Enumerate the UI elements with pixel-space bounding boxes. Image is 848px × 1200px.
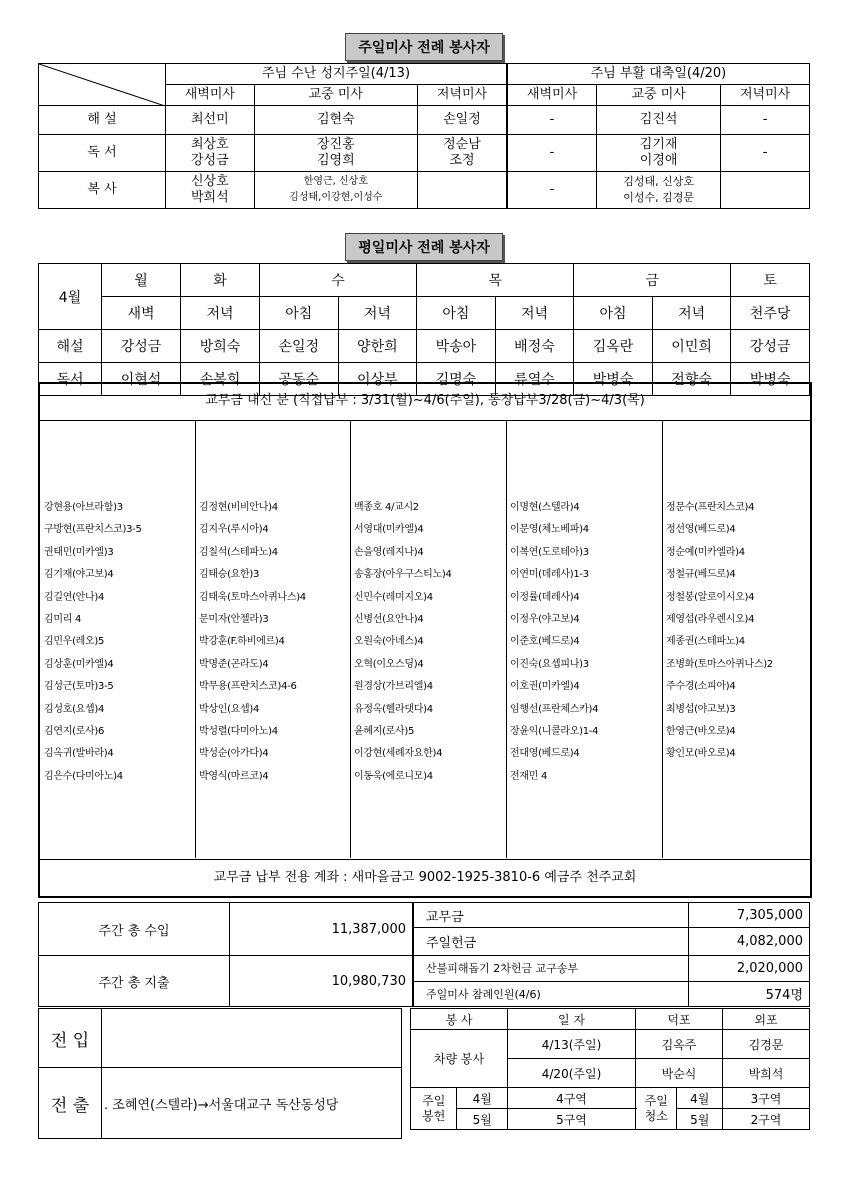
contributor-name: 김태욱(토마스아퀴나스)4 [199,591,306,603]
mass-header: 아침 [574,297,653,330]
cell: - [721,106,810,135]
cell: 최선미 [166,106,255,135]
sunday-title: 주일미사 전례 봉사자 [345,33,502,61]
service-table [410,1008,810,1130]
row-label: 독서 [39,363,102,396]
cell: 박병숙 [574,363,653,396]
row-label: 해 설 [39,106,166,135]
row-label: 복 사 [39,172,166,209]
contributor-name: 서영대(미카엘)4 [354,524,424,536]
row-label: 독 서 [39,135,166,172]
cleaning-month: 4월 [677,1088,723,1109]
service-header: 외포 [723,1009,810,1030]
finance-item-value: 7,305,000 [688,903,810,928]
contributor-name: 오원숙(아녜스)4 [354,636,424,648]
diagonal-cell [39,64,166,106]
cell: 김옥란 [574,330,653,363]
contributor-name: 전대영(베드로)4 [510,748,580,760]
contributor-name: 정순예(미카엘라)4 [666,546,745,558]
contributor-name: 이정률(데레사)4 [510,591,580,603]
contributor-name: 김연지(로사)6 [44,725,105,737]
mass-header: 저녁미사 [721,85,810,106]
contributor-name: 원경상(가브리엘)4 [354,681,433,693]
cell: 장진홍 김영희 [254,135,417,172]
contributor-name: 이동욱(에로니모)4 [354,770,433,782]
finance-item-label: 산불피해돕기 2차헌금 교구송부 [413,956,688,982]
cell: 손일정 [417,106,507,135]
cell [721,172,810,209]
contributor-name: 정철규(베드로)4 [666,569,736,581]
contributor-name: 김기재(야고보)4 [44,569,114,581]
service-header: 덕포 [636,1009,723,1030]
cell: 정순남 조정 [417,135,507,172]
cleaning-zone: 2구역 [723,1109,810,1130]
cell: 공동순 [260,363,339,396]
service-header: 봉 사 [411,1009,508,1030]
contribution-column [40,421,196,858]
contributor-name: 김성호(요셉)4 [44,703,105,715]
finance-item-value: 4,082,000 [688,928,810,956]
contributor-name: 이연미(데레사)1-3 [510,569,589,581]
contributor-name: 박상인(요셉)4 [199,703,260,715]
cell [417,172,507,209]
cleaning-zone: 3구역 [723,1088,810,1109]
offering-label: 주일 봉헌 [411,1088,457,1130]
sunday-table [38,63,810,209]
cell: - [507,106,597,135]
mass-header: 저녁 [338,297,417,330]
cell: 손복희 [181,363,260,396]
palm-sunday-header: 주님 수난 성지주일(4/13) [166,64,508,85]
contributor-name: 박성순(아가다)4 [199,748,269,760]
weekday-table [38,263,810,396]
contribution-column [662,421,810,858]
cell: 박병숙 [731,363,810,396]
mass-header: 저녁미사 [417,85,507,106]
contributor-name: 김민우(레오)5 [44,636,105,648]
day-header: 금 [574,264,731,297]
contributor-name: 손을영(레지나)4 [354,546,424,558]
contributor-name: 제종권(스테파노)4 [666,636,745,648]
contributor-name: 김칠석(스테파노)4 [199,546,278,558]
contributor-name: 오혁(이오스딩)4 [354,658,424,670]
contributor-name: 유정옥(헬라댓다)4 [354,703,433,715]
contributor-name: 박명준(곤라도)4 [199,658,269,670]
row-label: 해설 [39,330,102,363]
cell: 류열수 [495,363,574,396]
contributor-name: 이호권(미카엘)4 [510,681,580,693]
contribution-column [506,421,663,858]
mass-header: 아침 [260,297,339,330]
contribution-column [350,421,507,858]
transfer-table [38,1008,402,1139]
service-date: 4/13(주일) [508,1030,636,1059]
contributor-name: 문미자(안젤라)3 [199,613,269,625]
finance-table [38,902,810,1007]
contributor-name: 이문영(체노베파)4 [510,524,589,536]
finance-item-label: 주일미사 참례인원(4/6) [413,981,688,1007]
day-header: 토 [731,264,810,297]
expense-label: 주간 총 지출 [39,956,230,1007]
day-header: 목 [417,264,574,297]
cell: 김진석 [597,106,721,135]
contributor-name: 윤혜지(로사)5 [354,725,415,737]
mass-header: 저녁 [495,297,574,330]
contributor-name: 한영근(바오로)4 [666,725,736,737]
weekday-title-wrap [0,233,848,261]
cell: 이민희 [652,330,731,363]
cleaning-label: 주일 청소 [636,1088,677,1130]
contributor-name: 황인모(바오로)4 [666,748,736,760]
contributor-name: 김상훈(미카엘)4 [44,658,114,670]
contributor-name: 김은수(다미아노)4 [44,770,123,782]
offering-month: 5월 [457,1109,508,1130]
expense-value: 10,980,730 [230,956,414,1007]
finance-item-value: 574명 [688,981,810,1007]
mass-header: 새벽미사 [166,85,255,106]
cleaning-month: 5월 [677,1109,723,1130]
cell: 김기재 이경애 [597,135,721,172]
contributor-name: 이진숙(요셉피나)3 [510,658,589,670]
mass-header: 새벽 [102,297,181,330]
service-name: 김옥주 [636,1030,723,1059]
contributor-name: 주수경(소피아)4 [666,681,736,693]
contributor-name: 이정우(야고보)4 [510,613,580,625]
service-name: 김경문 [723,1030,810,1059]
day-header: 월 [102,264,181,297]
contributor-name: 구방현(프란치스코)3-5 [44,524,142,536]
cell: 강성금 [102,330,181,363]
income-label: 주간 총 수입 [39,903,230,956]
contributor-name: 김성근(토마)3-5 [44,681,114,693]
mass-header: 교중 미사 [597,85,721,106]
cell: 김명숙 [417,363,496,396]
service-name: 박희석 [723,1059,810,1088]
contributor-name: 박강훈(F.하비에르)4 [199,636,285,648]
contributor-name: 강현용(아브라함)3 [44,502,123,513]
transfer-in-value [102,1009,402,1068]
transfer-out-label: 전 출 [39,1068,102,1139]
contributor-name: 조병화(토마스아퀴나스)2 [666,658,773,670]
finance-item-label: 주일헌금 [413,928,688,956]
contributor-name: 박무용(프란치스코)4-6 [199,681,297,693]
contributor-name: 정문수(프란치스코)4 [666,502,755,513]
offering-zone: 4구역 [508,1088,636,1109]
mass-header: 아침 [417,297,496,330]
contributor-name: 김길연(안나)4 [44,591,105,603]
contributor-name: 김태승(요한)3 [199,569,260,581]
contributor-name: 박영식(마르코)4 [199,770,269,782]
contributor-name: 송홍장(아우구스티노)4 [354,569,452,581]
finance-item-label: 교무금 [413,903,688,928]
mass-header: 교중 미사 [254,85,417,106]
contribution-header: 교무금 내신 분 (직접납부 : 3/31(월)~4/6(주일), 통장납부3/28(금)~4/3(목) [40,384,810,421]
contributor-name: 임행선(프란체스카)4 [510,703,599,715]
contributor-name: 제영섭(라우렌시오)4 [666,613,755,625]
contributor-name: 권태민(미카엘)3 [44,546,114,558]
cell: 강성금 [731,330,810,363]
cell: 방희숙 [181,330,260,363]
cell: - [721,135,810,172]
day-header: 화 [181,264,260,297]
contributor-name: 장윤익(니콜라오)1-4 [510,725,599,737]
cell: 전향숙 [652,363,731,396]
cell: 김성태, 신상호 이성수, 김경문 [597,172,721,209]
offering-zone: 5구역 [508,1109,636,1130]
cell: 양한희 [338,330,417,363]
cell: 박송아 [417,330,496,363]
service-header: 일 자 [508,1009,636,1030]
vehicle-label: 차량 봉사 [411,1030,508,1088]
account-line: 교무금 납부 전용 계좌 : 새마을금고 9002-1925-3810-6 예금주 천주교회 [40,859,810,896]
mass-header: 저녁 [652,297,731,330]
contributor-name: 전재민 4 [510,770,548,782]
cell: 김현숙 [254,106,417,135]
contributor-name: 김지우(루시아)4 [199,524,269,536]
cell: 최상호 강성금 [166,135,255,172]
sunday-title-wrap [0,33,848,61]
mass-header: 천주당 [731,297,810,330]
contributor-name: 박성렬(다미아노)4 [199,725,278,737]
contributor-name: 이준호(베드로)4 [510,636,580,648]
diagonal-line [39,64,165,106]
mass-header: 새벽미사 [507,85,597,106]
finance-item-value: 2,020,000 [688,956,810,982]
cell: 이상부 [338,363,417,396]
cell: - [507,172,597,209]
income-value: 11,387,000 [230,903,414,956]
cell: 손일정 [260,330,339,363]
contributor-name: 김미리 4 [44,613,82,625]
contributor-name: 이복연(도로테아)3 [510,546,589,558]
contributor-name: 정선영(베드로)4 [666,524,736,536]
contributor-name: 정철봉(알로이시오)4 [666,591,755,603]
contributor-name: 최병섭(야고보)3 [666,703,736,715]
contribution-box [38,382,812,898]
weekday-title: 평일미사 전례 봉사자 [345,233,502,261]
offering-month: 4월 [457,1088,508,1109]
contribution-columns [40,421,810,858]
cell: 배정숙 [495,330,574,363]
contributor-name: 이강현(세례자요한)4 [354,748,443,760]
contributor-name: 신민수(레미지오)4 [354,591,433,603]
contributor-name: 신병선(요안나)4 [354,613,424,625]
month-cell: 4월 [39,264,102,330]
contributor-name: 백종호 4/교시2 [354,502,419,513]
transfer-out-value: . 조혜연(스텔라)→서울대교구 독산동성당 [102,1068,402,1139]
cell: 이현석 [102,363,181,396]
cell: - [507,135,597,172]
easter-header: 주님 부활 대축일(4/20) [507,64,810,85]
service-date: 4/20(주일) [508,1059,636,1088]
contributor-name: 김옥귀(발바라)4 [44,748,114,760]
cell: 한영근, 신상호 김성태,이강현,이성수 [254,172,417,209]
transfer-in-label: 전 입 [39,1009,102,1068]
cell: 신상호 박희석 [166,172,255,209]
contributor-name: 김정현(비비안나)4 [199,502,278,513]
service-name: 박순식 [636,1059,723,1088]
day-header: 수 [260,264,417,297]
contribution-column [195,421,351,858]
mass-header: 저녁 [181,297,260,330]
contributor-name: 이명현(스텔라)4 [510,502,580,513]
